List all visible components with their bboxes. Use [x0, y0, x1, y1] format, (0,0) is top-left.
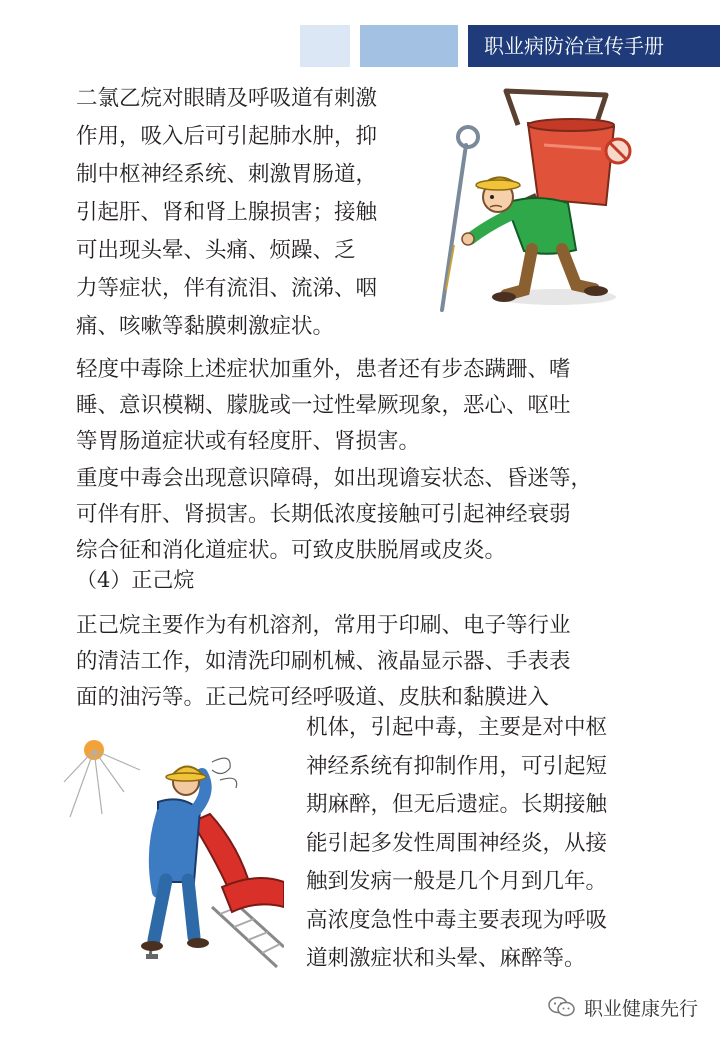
dizzy-worker-with-pipe-illustration	[62, 722, 284, 972]
text-line: 神经系统有抑制作用，可引起短	[306, 753, 608, 779]
header-decor-light	[300, 25, 350, 67]
text-line: 引起肝、肾和肾上腺损害；接触	[76, 200, 378, 225]
text-line: 等胃肠道症状或有轻度肝、肾损害。	[76, 429, 421, 454]
text-line: 可伴有肝、肾损害。长期低浓度接触可引起神经衰弱	[76, 502, 571, 527]
text-line: 力等症状，伴有流泪、流涕、咽	[76, 276, 378, 301]
text-line: 面的油污等。正己烷可经呼吸道、皮肤和黏膜进入	[76, 685, 550, 710]
text-line: 机体，引起中毒，主要是对中枢	[306, 715, 608, 740]
worker-carrying-bucket-illustration	[436, 85, 636, 315]
text-line: 作用，吸入后可引起肺水肿，抑	[76, 124, 378, 149]
watermark-text: 职业健康先行	[584, 997, 699, 1020]
text-line: 道刺激症状和头晕、麻醉等。	[306, 946, 586, 971]
paragraph-mild-poisoning	[76, 352, 571, 460]
wechat-icon	[548, 996, 576, 1018]
text-line: 睡、意识模糊、朦胧或一过性晕厥现象，恶心、呕吐	[76, 393, 571, 418]
section-title-hexane: （4）正己烷	[76, 568, 195, 592]
text-line: 制中枢神经系统、刺激胃肠道，	[76, 162, 378, 187]
text-line: 的清洁工作，如清洗印刷机械、液晶显示器、手表表	[76, 649, 571, 674]
text-line: 重度中毒会出现意识障碍，如出现谵妄状态、昏迷等，	[76, 466, 593, 491]
text-line: 可出现头晕、头痛、烦躁、乏	[76, 238, 356, 263]
text-line: 轻度中毒除上述症状加重外，患者还有步态蹒跚、嗜	[76, 357, 571, 382]
paragraph-severe-poisoning	[76, 461, 592, 569]
text-line: 能引起多发性周围神经炎，从接	[306, 830, 608, 856]
text-line: 痛、咳嗽等黏膜刺激症状。	[76, 314, 335, 339]
paragraph-hexane-usage	[76, 608, 571, 716]
watermark	[548, 992, 698, 1022]
text-line: 高浓度急性中毒主要表现为呼吸	[306, 907, 608, 933]
header-title: 职业病防治宣传手册	[468, 25, 720, 67]
text-line: 触到发病一般是几个月到几年。	[306, 869, 608, 894]
paragraph-hexane-effects	[306, 709, 607, 979]
text-line: 期麻醉，但无后遗症。长期接触	[306, 792, 608, 817]
text-line: 正己烷主要作为有机溶剂，常用于印刷、电子等行业	[76, 613, 571, 638]
text-line: 综合征和消化道症状。可致皮肤脱屑或皮炎。	[76, 538, 507, 563]
paragraph-dichloroethane-effects	[76, 80, 377, 346]
header-decor-mid	[360, 25, 458, 67]
text-line: 二氯乙烷对眼睛及呼吸道有刺激	[76, 86, 378, 111]
